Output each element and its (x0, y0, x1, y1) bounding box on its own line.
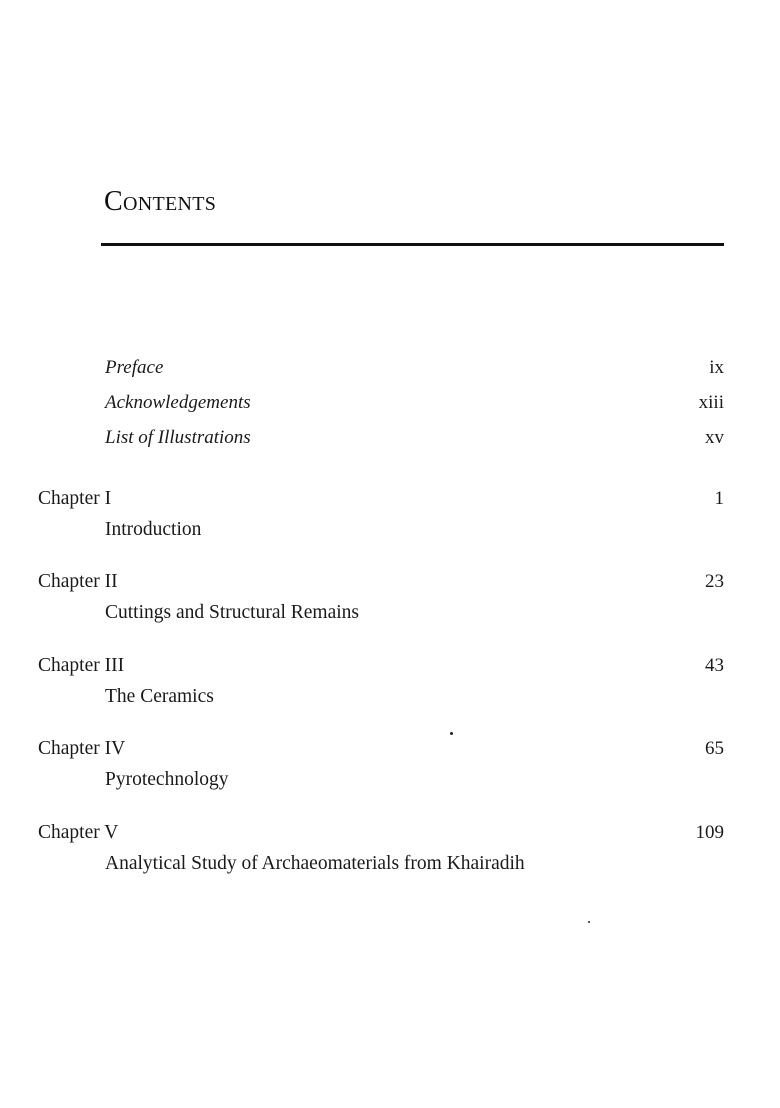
entry-page: xv (705, 427, 724, 448)
toc-chapter-4[interactable] (38, 737, 724, 761)
chapter-3-title[interactable]: The Ceramics (105, 686, 214, 707)
toc-chapter-2[interactable] (38, 570, 724, 594)
chapter-5-title[interactable]: Analytical Study of Archaeomaterials from Khairadih (105, 853, 525, 874)
speck-mark (588, 921, 590, 923)
chapter-page: 1 (714, 488, 724, 509)
chapter-label: Chapter II (38, 571, 118, 592)
chapter-label: Chapter IV (38, 738, 126, 759)
toc-entry-acknowledgements[interactable] (105, 391, 724, 415)
entry-label: List of Illustrations (105, 427, 251, 448)
chapter-2-title[interactable]: Cuttings and Structural Remains (105, 602, 360, 623)
chapter-label: Chapter V (38, 822, 119, 843)
chapter-page: 65 (705, 738, 724, 759)
chapter-page: 23 (705, 571, 724, 592)
chapter-label: Chapter I (38, 488, 112, 509)
chapter-page: 43 (705, 655, 724, 676)
chapter-4-title[interactable]: Pyrotechnology (105, 769, 229, 790)
chapter-label: Chapter III (38, 655, 125, 676)
toc-chapter-5[interactable] (38, 821, 724, 845)
entry-page: ix (709, 357, 724, 378)
speck-mark (450, 732, 453, 735)
entry-page: xiii (698, 392, 724, 413)
toc-entry-preface[interactable] (105, 356, 724, 380)
toc-entry-list-of-illustrations[interactable] (105, 426, 724, 450)
toc-chapter-3[interactable] (38, 654, 724, 678)
chapter-page: 109 (695, 822, 724, 843)
chapter-1-title[interactable]: Introduction (105, 519, 202, 540)
entry-label: Preface (105, 357, 164, 378)
page-title: Contents (104, 186, 217, 217)
toc-chapter-1[interactable] (38, 487, 724, 511)
title-divider (101, 243, 724, 246)
entry-label: Acknowledgements (105, 392, 251, 413)
